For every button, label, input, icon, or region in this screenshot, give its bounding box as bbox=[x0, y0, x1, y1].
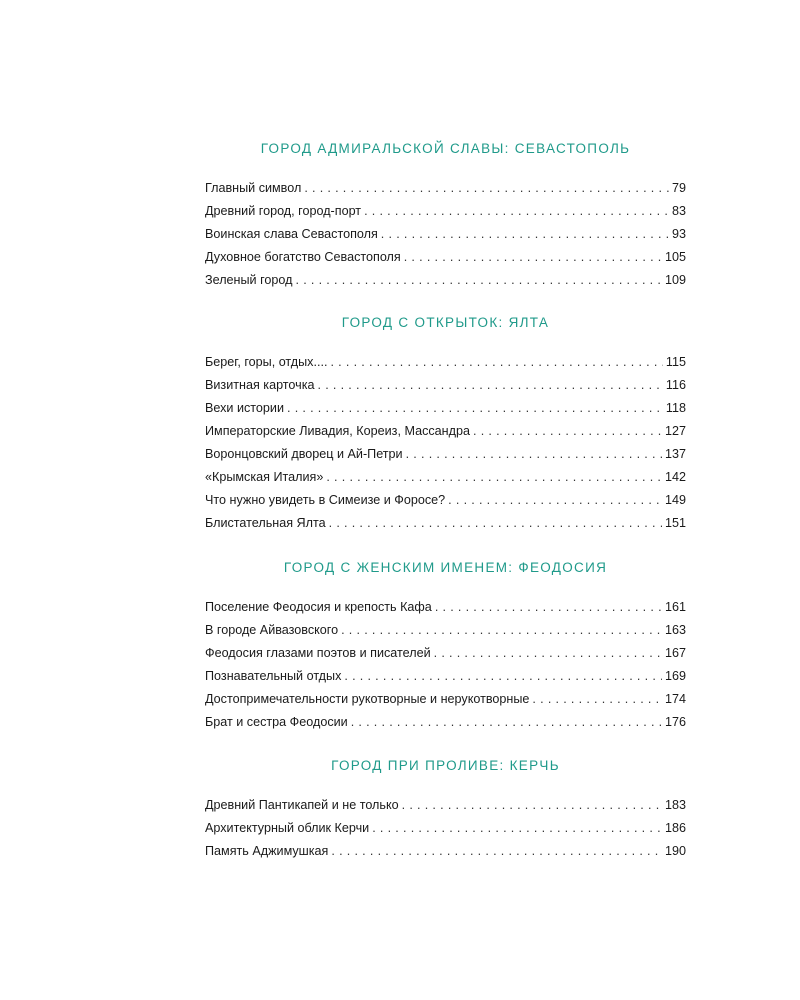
toc-section-yalta bbox=[205, 315, 686, 535]
toc-entry-label: Феодосия глазами поэтов и писателей bbox=[205, 646, 431, 660]
toc-entry-label: В городе Айвазовского bbox=[205, 623, 339, 637]
toc-entry-label: Духовное богатство Севастополя bbox=[205, 250, 401, 264]
dot-leader bbox=[473, 420, 662, 443]
toc-entry-label: Архитектурный облик Керчи bbox=[205, 821, 370, 835]
toc-entry-label: Визитная карточка bbox=[205, 378, 315, 392]
toc-entry[interactable] bbox=[205, 596, 686, 619]
toc-page-number: 116 bbox=[665, 378, 686, 392]
dot-leader bbox=[364, 200, 669, 223]
toc-entry-label: Воинская слава Севастополя bbox=[205, 227, 378, 241]
toc-entry-label: Главный символ bbox=[205, 181, 302, 195]
toc-entry[interactable] bbox=[205, 374, 686, 397]
dot-leader bbox=[330, 351, 662, 374]
section-title: ГОРОД АДМИРАЛЬСКОЙ СЛАВЫ: СЕВАСТОПОЛЬ bbox=[260, 141, 631, 156]
toc-page-number: 83 bbox=[671, 204, 686, 218]
toc-entry[interactable] bbox=[205, 711, 686, 734]
toc-entry[interactable] bbox=[205, 397, 686, 420]
toc-entry-label: Познавательный отдых bbox=[205, 669, 342, 683]
toc-entry[interactable] bbox=[205, 665, 686, 688]
dot-leader bbox=[341, 619, 662, 642]
toc-entry-label: Древний город, город-порт bbox=[205, 204, 362, 218]
toc-entry-label: Поселение Феодосия и крепость Кафа bbox=[205, 600, 432, 614]
toc-entry-label: Берег, горы, отдых.... bbox=[205, 355, 328, 369]
toc-entry-label: Память Аджимушкая bbox=[205, 844, 329, 858]
toc-entry[interactable] bbox=[205, 619, 686, 642]
section-title: ГОРОД С ЖЕНСКИМ ИМЕНЕМ: ФЕОДОСИЯ bbox=[283, 560, 608, 575]
toc-section-sevastopol bbox=[205, 141, 686, 292]
toc-entry[interactable] bbox=[205, 351, 686, 374]
toc-entry-label: Что нужно увидеть в Симеизе и Форосе? bbox=[205, 493, 446, 507]
toc-entry-label: «Крымская Италия» bbox=[205, 470, 324, 484]
dot-leader bbox=[304, 177, 669, 200]
toc-entry[interactable] bbox=[205, 817, 686, 840]
toc-entry-label: Зеленый город bbox=[205, 273, 293, 287]
toc-page-number: 93 bbox=[671, 227, 686, 241]
toc-list bbox=[205, 177, 686, 292]
toc-list bbox=[205, 794, 686, 863]
toc-page-number: 137 bbox=[664, 447, 686, 461]
dot-leader bbox=[372, 817, 662, 840]
toc-page-number: 174 bbox=[664, 692, 686, 706]
toc-entry[interactable] bbox=[205, 443, 686, 466]
toc-page-number: 149 bbox=[664, 493, 686, 507]
toc-page-number: 79 bbox=[671, 181, 686, 195]
toc-entry[interactable] bbox=[205, 200, 686, 223]
section-title: ГОРОД С ОТКРЫТОК: ЯЛТА bbox=[341, 315, 550, 330]
dot-leader bbox=[381, 223, 669, 246]
section-title: ГОРОД ПРИ ПРОЛИВЕ: КЕРЧЬ bbox=[331, 758, 560, 773]
toc-list bbox=[205, 351, 686, 535]
toc-entry-label: Воронцовский дворец и Ай-Петри bbox=[205, 447, 403, 461]
toc-page-number: 127 bbox=[664, 424, 686, 438]
toc-page-number: 105 bbox=[664, 250, 686, 264]
toc-entry[interactable] bbox=[205, 269, 686, 292]
dot-leader bbox=[434, 642, 662, 665]
toc-page-number: 161 bbox=[664, 600, 686, 614]
dot-leader bbox=[318, 374, 663, 397]
toc-entry[interactable] bbox=[205, 223, 686, 246]
toc-entry-label: Блистательная Ялта bbox=[205, 516, 326, 530]
toc-entry[interactable] bbox=[205, 688, 686, 711]
toc-entry[interactable] bbox=[205, 489, 686, 512]
toc-entry[interactable] bbox=[205, 642, 686, 665]
dot-leader bbox=[448, 489, 662, 512]
toc-entry[interactable] bbox=[205, 177, 686, 200]
dot-leader bbox=[326, 466, 662, 489]
dot-leader bbox=[532, 688, 662, 711]
toc-page-number: 169 bbox=[664, 669, 686, 683]
dot-leader bbox=[287, 397, 663, 420]
toc-entry[interactable] bbox=[205, 794, 686, 817]
dot-leader bbox=[402, 794, 662, 817]
toc-page-number: 115 bbox=[665, 355, 686, 369]
dot-leader bbox=[331, 840, 662, 863]
toc-page-number: 163 bbox=[664, 623, 686, 637]
toc-page-number: 176 bbox=[664, 715, 686, 729]
toc-page-number: 167 bbox=[664, 646, 686, 660]
dot-leader bbox=[351, 711, 662, 734]
toc-entry-label: Императорские Ливадия, Кореиз, Массандра bbox=[205, 424, 470, 438]
toc-page-number: 190 bbox=[664, 844, 686, 858]
dot-leader bbox=[344, 665, 662, 688]
toc-section-kerch bbox=[205, 758, 686, 863]
dot-leader bbox=[296, 269, 662, 292]
toc-section-feodosia bbox=[205, 560, 686, 734]
toc-entry-label: Брат и сестра Феодосии bbox=[205, 715, 348, 729]
toc-page-number: 142 bbox=[664, 470, 686, 484]
toc-entry-label: Достопримечательности рукотворные и нерукотворные bbox=[205, 692, 530, 706]
toc-entry[interactable] bbox=[205, 246, 686, 269]
dot-leader bbox=[404, 246, 662, 269]
dot-leader bbox=[435, 596, 662, 619]
toc-page-number: 151 bbox=[664, 516, 686, 530]
toc-entry-label: Древний Пантикапей и не только bbox=[205, 798, 399, 812]
toc-page-number: 118 bbox=[665, 401, 686, 415]
toc-entry[interactable] bbox=[205, 512, 686, 535]
toc-entry[interactable] bbox=[205, 840, 686, 863]
toc-page-number: 109 bbox=[664, 273, 686, 287]
toc-list bbox=[205, 596, 686, 734]
dot-leader bbox=[406, 443, 662, 466]
toc-page-number: 186 bbox=[664, 821, 686, 835]
toc-entry-label: Вехи истории bbox=[205, 401, 284, 415]
toc-entry[interactable] bbox=[205, 420, 686, 443]
toc-page-number: 183 bbox=[664, 798, 686, 812]
dot-leader bbox=[329, 512, 662, 535]
toc-entry[interactable] bbox=[205, 466, 686, 489]
